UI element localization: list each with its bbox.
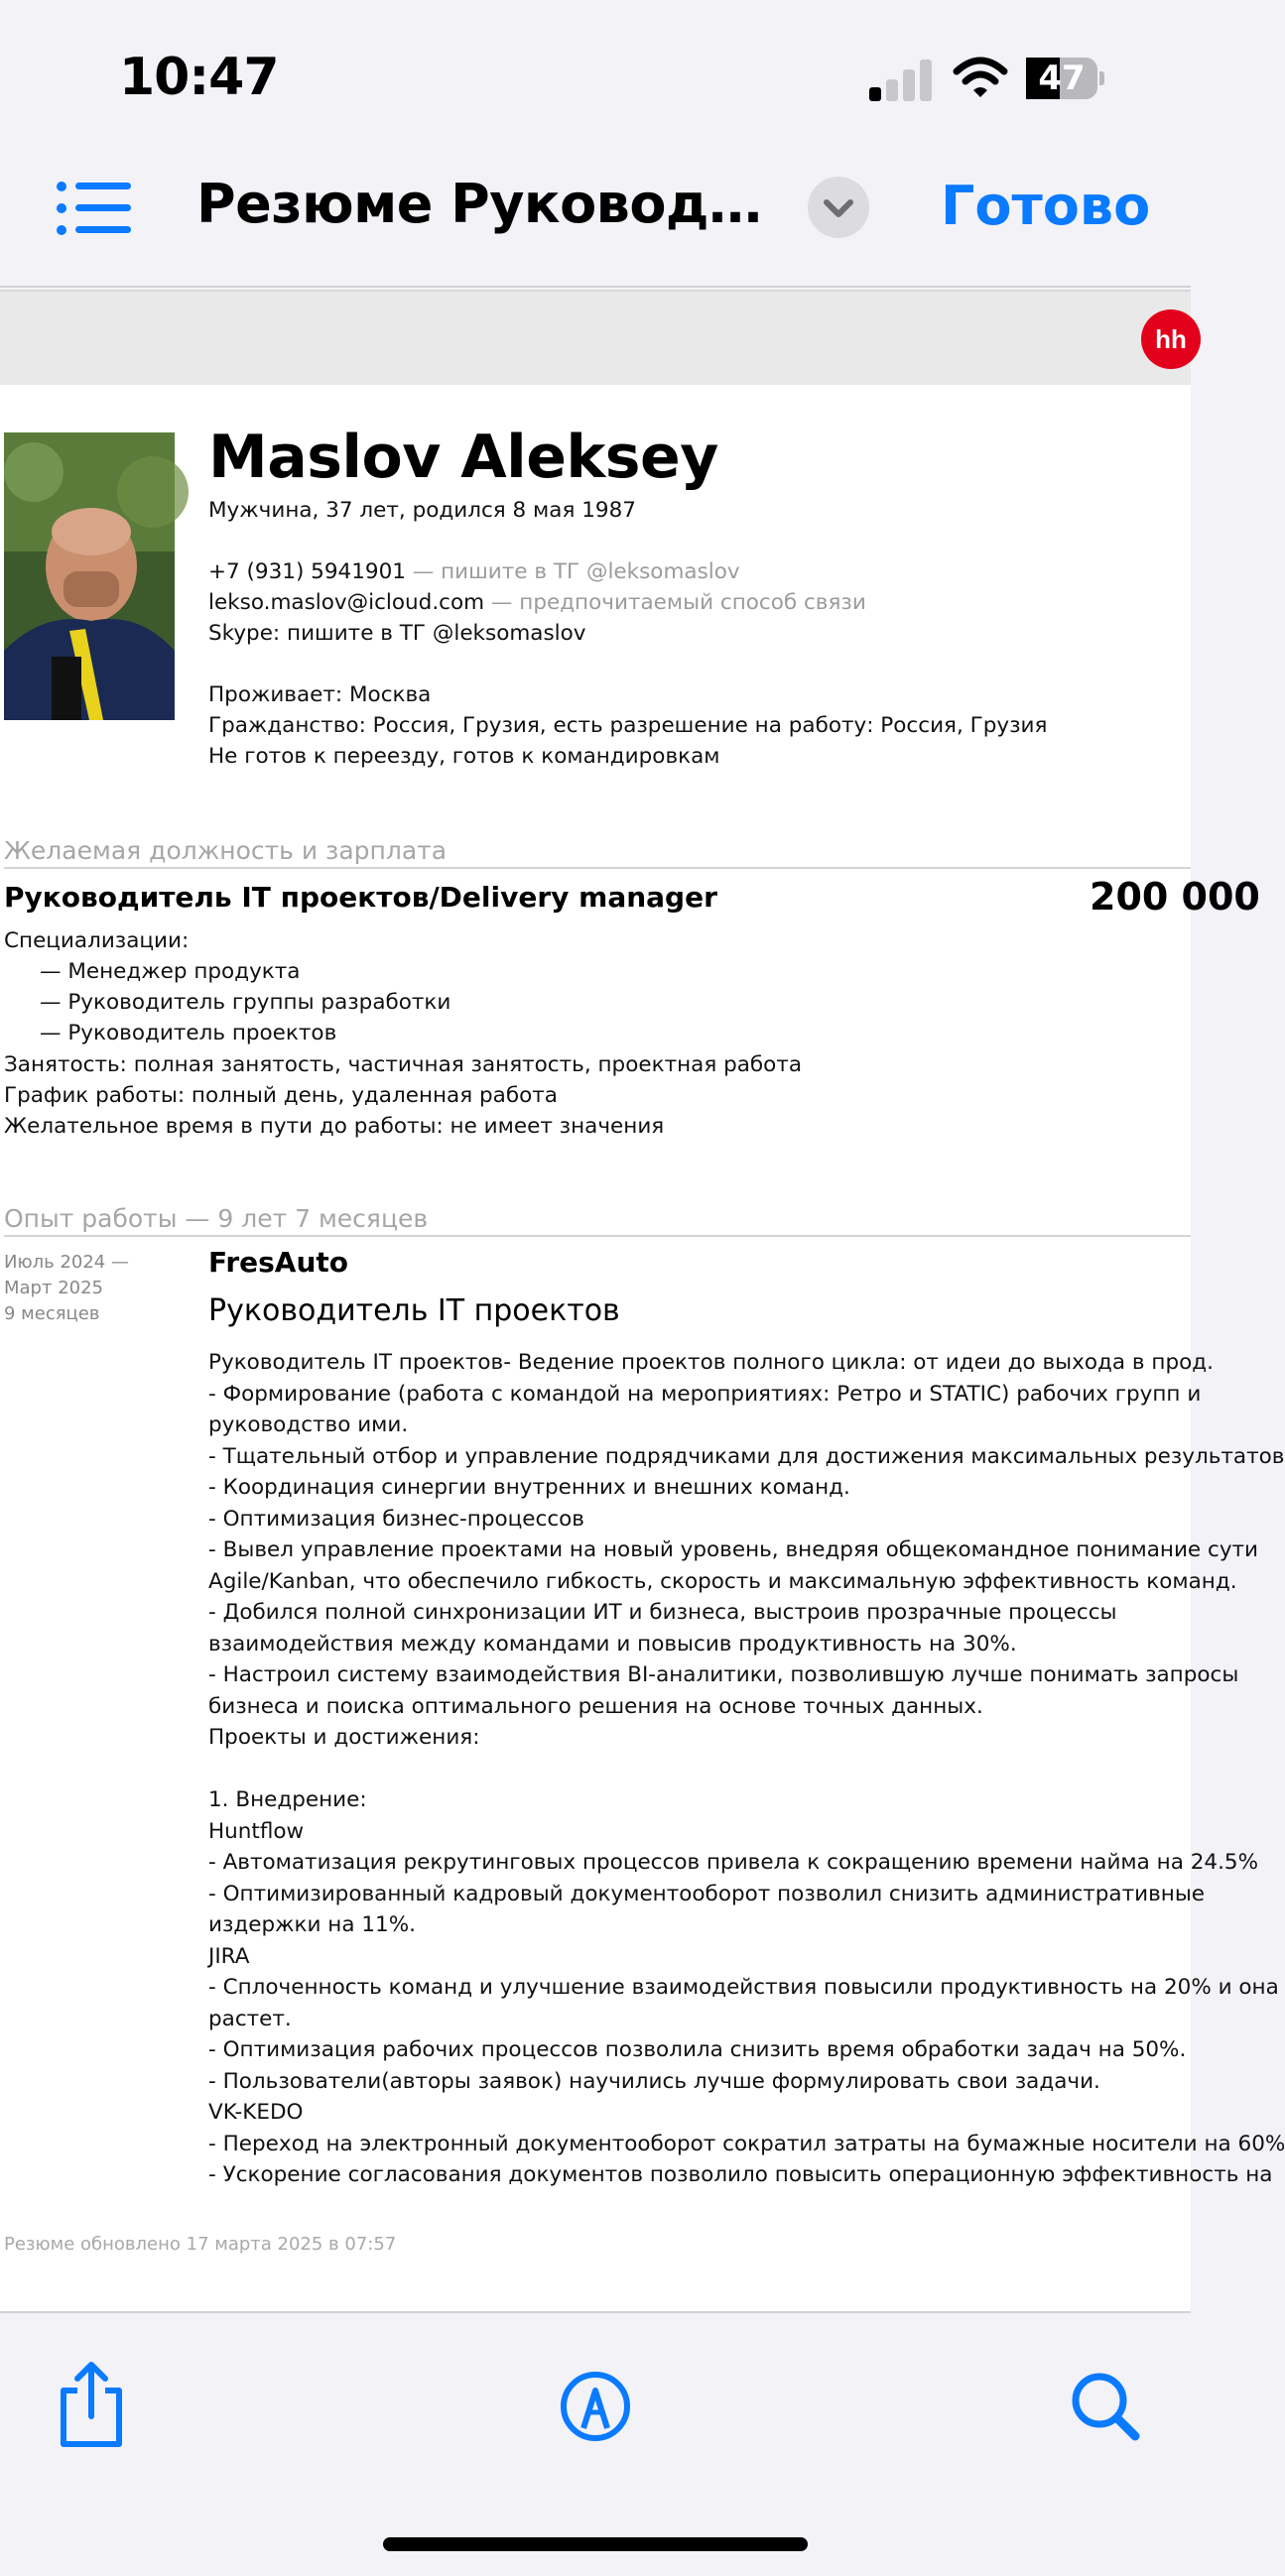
document-header-strip (0, 290, 1191, 385)
contact-email-row (208, 590, 866, 615)
description-line: издержки на 11%. (208, 1912, 416, 1937)
work-schedule: График работы: полный день, удаленная работа (4, 1083, 558, 1108)
desired-salary: 200 000 (1090, 875, 1260, 919)
description-line: VK-KEDO (208, 2100, 304, 2125)
description-line: - Сплоченность команд и улучшение взаимодействия повысили продуктивность на 20% и она (208, 1975, 1279, 2000)
home-indicator (383, 2537, 808, 2551)
description-line (208, 1754, 1191, 1785)
experience-period-end: Март 2025 (4, 1278, 104, 1298)
search-icon[interactable] (1054, 2353, 1153, 2452)
job-description (208, 1347, 1285, 2191)
citizenship: Гражданство: Россия, Грузия, есть разрешение на работу: Россия, Грузия (208, 713, 1048, 738)
description-line: Руководитель IT проектов- Ведение проектов полного цикла: от идеи до выхода в прод. (208, 1350, 1214, 1375)
specialization-item: — Менеджер продукта (40, 959, 301, 984)
resume-page[interactable] (0, 385, 1285, 2311)
navigation-bar (0, 149, 1191, 288)
description-line: взаимодействия между командами и повысив продуктивность на 30%. (208, 1631, 1017, 1656)
description-line: - Переход на электронный документооборот сократил затраты на бумажные носители на 60% (208, 2131, 1285, 2156)
done-button[interactable]: Готово (941, 175, 1151, 237)
contact-skype: Skype: пишите в ТГ @leksomaslov (208, 621, 586, 646)
description-line: - Координация синергии внутренних и внешних команд. (208, 1475, 850, 1500)
chevron-down-icon[interactable] (808, 177, 869, 238)
desired-position: Руководитель IT проектов/Delivery manager (4, 881, 717, 914)
description-line: - Оптимизация рабочих процессов позволила снизить время обработки задач на 50%. (208, 2037, 1187, 2062)
hh-logo: hh (1141, 309, 1201, 369)
cellular-signal-icon (869, 58, 933, 101)
description-line: - Оптимизация бизнес-процессов (208, 1506, 584, 1532)
experience-duration: 9 месяцев (4, 1303, 100, 1324)
company-name: FresAuto (208, 1246, 349, 1279)
section-title-desired: Желаемая должность и зарплата (4, 836, 1191, 869)
description-line: JIRA (208, 1943, 250, 1969)
wifi-icon (953, 56, 1008, 99)
description-line: 1. Внедрение: (208, 1787, 367, 1812)
description-line: - Ускорение согласования документов позволило повысить операционную эффективность на (208, 2162, 1273, 2187)
status-bar (0, 0, 1191, 149)
specialization-item: — Руководитель группы разработки (40, 990, 451, 1015)
description-line: - Настроил систему взаимодействия BI-аналитики, позволившую лучше понимать запросы (208, 1662, 1239, 1687)
battery-icon (1026, 58, 1103, 99)
description-line: - Вывел управление проектами на новый уровень, внедряя общекомандное понимание сути (208, 1537, 1259, 1562)
description-line: Agile/Kanban, что обеспечило гибкость, скорость и максимальную эффективность команд. (208, 1568, 1237, 1594)
contact-phone-row (208, 559, 740, 584)
phone-note: — пишите в ТГ @leksomaslov (405, 559, 740, 584)
bottom-toolbar (0, 2311, 1191, 2576)
description-line: - Пользователи(авторы заявок) научились лучше формулировать свои задачи. (208, 2068, 1100, 2094)
battery-percent: 47 (1038, 59, 1086, 98)
description-line: - Формирование (работа с командой на мероприятиях: Ретро и STATIC) рабочих групп и (208, 1381, 1202, 1407)
commute-time: Желательное время в пути до работы: не имеет значения (4, 1114, 665, 1139)
share-icon[interactable] (42, 2353, 141, 2452)
specializations-label: Специализации: (4, 928, 190, 953)
description-line: - Добился полной синхронизации ИТ и бизнеса, выстроив прозрачные процессы (208, 1600, 1117, 1625)
resume-updated: Резюме обновлено 17 марта 2025 в 07:57 (4, 2234, 397, 2255)
section-title-experience: Опыт работы — 9 лет 7 месяцев (4, 1204, 1191, 1237)
avatar (4, 432, 175, 720)
description-line: Проекты и достижения: (208, 1725, 480, 1750)
phone-link[interactable]: +7 (931) 5941901 (208, 559, 406, 584)
email-link[interactable]: lekso.maslov@icloud.com (208, 590, 485, 615)
job-title: Руководитель IT проектов (208, 1293, 620, 1328)
description-line: - Оптимизированный кадровый документооборот позволил снизить административные (208, 1881, 1206, 1906)
email-note: — предпочитаемый способ связи (484, 590, 866, 615)
experience-period-start: Июль 2024 — (4, 1252, 129, 1273)
description-line: бизнеса и поиска оптимального решения на основе точных данных. (208, 1693, 983, 1719)
description-line: - Тщательный отбор и управление подрядчиками для достижения максимальных результатов (208, 1443, 1285, 1469)
description-line: руководство ими. (208, 1412, 409, 1437)
specialization-item: — Руководитель проектов (40, 1021, 337, 1045)
markup-icon[interactable] (546, 2353, 645, 2452)
relocation: Не готов к переезду, готов к командировкам (208, 744, 720, 769)
description-line: - Автоматизация рекрутинговых процессов привела к сокращению времени найма на 24.5% (208, 1850, 1259, 1875)
description-line: растет. (208, 2006, 292, 2031)
candidate-name: Maslov Aleksey (208, 423, 718, 492)
employment-type: Занятость: полная занятость, частичная занятость, проектная работа (4, 1052, 803, 1077)
candidate-bio: Мужчина, 37 лет, родился 8 мая 1987 (208, 498, 636, 523)
status-time: 10:47 (119, 48, 279, 107)
list-icon[interactable] (56, 179, 135, 238)
document-title[interactable]: Резюме Руковод… (196, 173, 762, 235)
description-line: Huntflow (208, 1818, 305, 1844)
residence: Проживает: Москва (208, 682, 432, 707)
